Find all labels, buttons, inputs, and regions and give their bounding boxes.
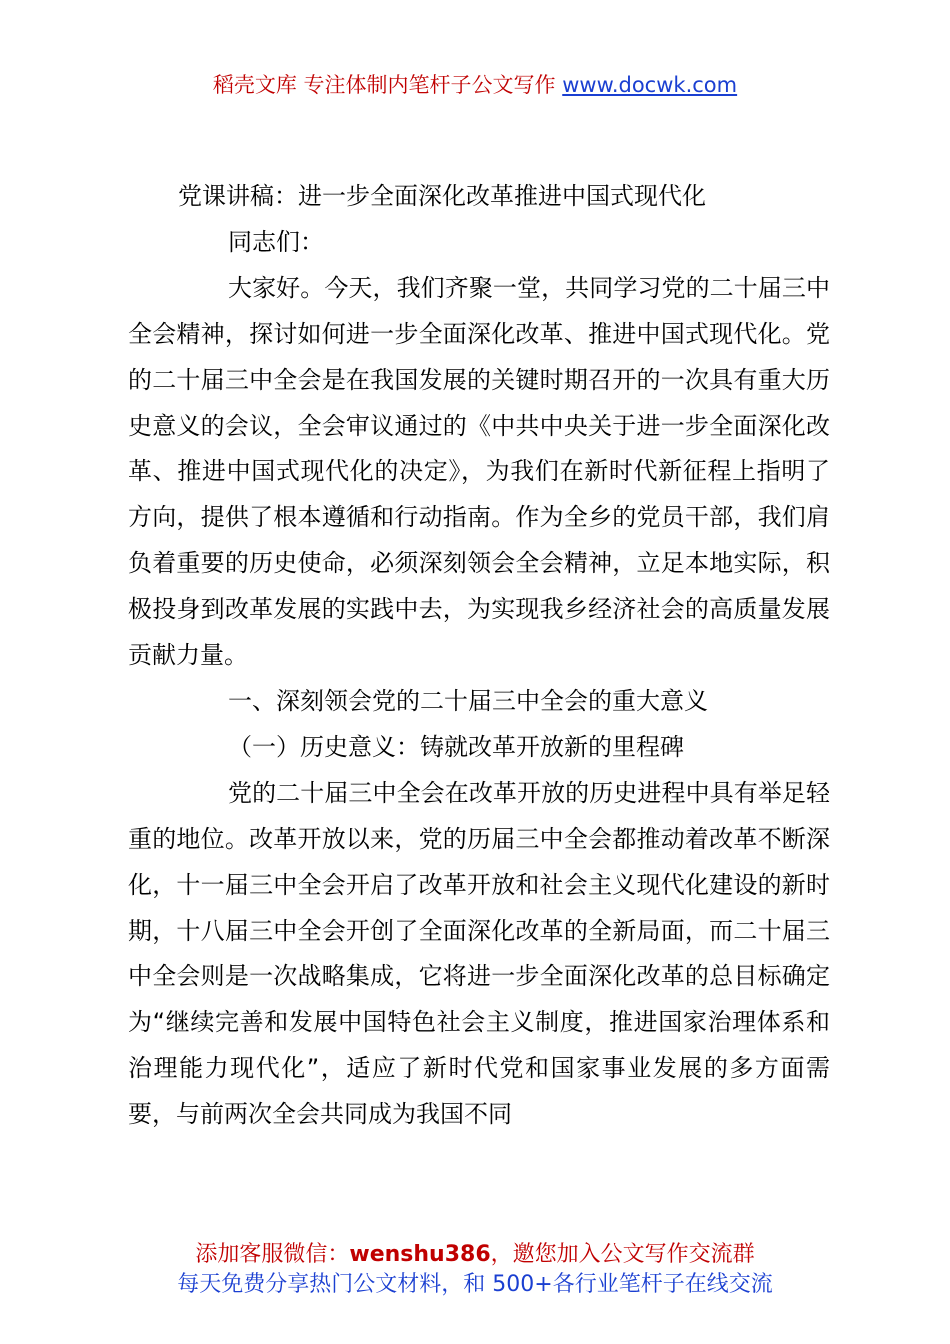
- page-header: [0, 70, 950, 100]
- intro-paragraph: 大家好。今天，我们齐聚一堂，共同学习党的二十届三中全会精神，探讨如何进一步全面深化改革、推进中国式现代化。党的二十届三中全会是在我国发展的关键时期召开的一次具有重大历史意义的会议，全会审议通过的《中共中央关于进一步全面深化改革、推进中国式现代化的决定》，为我们在新时代新征程上指明了方向，提供了根本遵循和行动指南。作为全乡的党员干部，我们肩负着重要的历史使命，必须深刻领会全会精神，立足本地实际，积极投身到改革发展的实践中去，为实现我乡经济社会的高质量发展贡献力量。: [128, 273, 830, 670]
- header-website-link[interactable]: www.docwk.com: [562, 73, 738, 97]
- footer-contact-prefix: 添加客服微信：: [195, 1242, 350, 1267]
- wechat-id: wenshu386: [349, 1242, 491, 1267]
- salutation: 同志们：: [228, 227, 324, 256]
- footer-promo-line: 每天免费分享热门公文材料，和 500+各行业笔杆子在线交流: [177, 1272, 773, 1297]
- footer-contact-line: [0, 1240, 950, 1270]
- page-footer: [0, 1240, 950, 1300]
- body-paragraph: 党的二十届三中全会在改革开放的历史进程中具有举足轻重的地位。改革开放以来，党的历届三中全会都推动着改革不断深化，十一届三中全会开启了改革开放和社会主义现代化建设的新时期，十八届三中全会开创了全面深化改革的全新局面，而二十届三中全会则是一次战略集成，它将进一步全面深化改革的总目标确定为“继续完善和发展中国特色社会主义制度，推进国家治理体系和治理能力现代化”，适应了新时代党和国家事业发展的多方面需要，与前两次全会共同成为我国不同: [128, 778, 830, 1129]
- document-body: [128, 174, 830, 1138]
- section-heading: 一、深刻领会党的二十届三中全会的重大意义: [228, 686, 708, 715]
- document-title: 党课讲稿：进一步全面深化改革推进中国式现代化: [178, 182, 706, 210]
- subsection-heading: （一）历史意义：铸就改革开放新的里程碑: [228, 732, 684, 761]
- header-text: 稻壳文库 专注体制内笔杆子公文写作: [212, 73, 563, 97]
- footer-contact-suffix: ，邀您加入公文写作交流群: [490, 1242, 755, 1267]
